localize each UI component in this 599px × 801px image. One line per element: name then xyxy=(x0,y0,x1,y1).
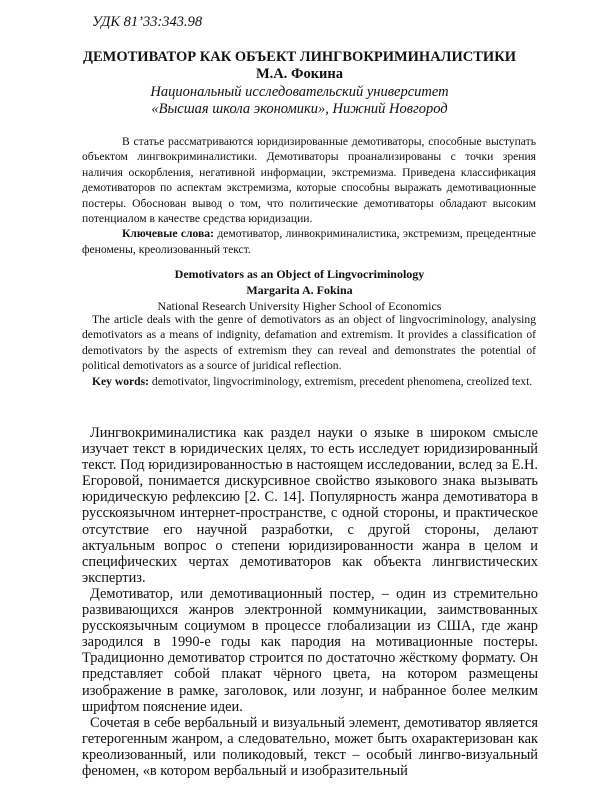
english-author: Margarita A. Fokina xyxy=(246,283,353,297)
english-affiliation: National Research University Higher School of Economics xyxy=(157,299,442,313)
body-paragraph: Демотиватор, или демотивационный постер, – один из стремительно развивающихся жанров электронной коммуникации, заимствованных русскоязычным социумом в процессе глобализации из США, где жанр зародился в 1990-е годы как пародия на мотивационные постеры. Традиционно демотиватор строится по достаточно жёсткому формату. Он представляет собой плакат чёрного цвета, на котором размещены изображение в рамке, заголовок, или лозунг, и набранное более мелким шрифтом пояснение идеи. xyxy=(82,585,538,715)
keywords-en-label: Key words: xyxy=(92,374,149,388)
body-paragraph: Сочетая в себе вербальный и визуальный элемент, демотиватор является гетерогенным жанром, а следовательно, может быть охарактеризован как креолизованный, или поликодовый, текст – особый лингво-визуальный феномен, «в котором вербальный и изобразительный xyxy=(82,714,538,779)
abstract-russian xyxy=(82,134,536,257)
affiliation-line-2: «Высшая школа экономики», Нижний Новгород xyxy=(151,101,448,117)
keywords-ru xyxy=(82,226,536,257)
abstract-ru-text: В статье рассматриваются юридизированные демотиваторы, способные выступать объектом лингвокриминалистики. Демотиваторы проанализированы с точки зрения наличия оскорбления, негативной информации, экстремизма. Приведена классификация демотиваторов по аспектам экстремизма, которые способны выражать демотивационные постеры. Обоснован вывод о том, что политические демотиваторы обладают высоким потенциалом в качестве средства юридизации. xyxy=(82,135,536,226)
keywords-en xyxy=(82,374,536,389)
body-paragraph: Лингвокриминалистика как раздел науки о языке в широком смысле изучает текст в юридических целях, то есть исследует юридизированный текст. Под юридизированностью в настоящем исследовании, вслед за Е.Н. Егоровой, понимается дискурсивное свойство языкового знака вызывать юридическую рефлексию [2. С. 14]. Популярность жанра демотиватора в русскоязычном интернет-пространстве, с одной стороны, и практическое отсутствие его научной разработки, с другой стороны, делают актуальным вопрос о степени юридизированности жанра в целом и специфических чертах демотиваторов как объекта лингвистических экспертиз. xyxy=(82,425,538,586)
abstract-english xyxy=(82,312,536,389)
article-body xyxy=(82,425,538,779)
affiliation-line-1: Национальный исследовательский университет xyxy=(150,84,449,100)
udk-code: УДК 81’33:343.98 xyxy=(92,14,203,30)
keywords-ru-list: демотиватор, линвокриминалистика, экстремизм, прецедентные феномены, креолизованный текст. xyxy=(82,227,536,256)
author-name: М.А. Фокина xyxy=(255,66,344,82)
keywords-en-list: demotivator, lingvocriminology, extremism, precedent phenomena, creolized text. xyxy=(149,374,533,388)
abstract-en-text: The article deals with the genre of demotivators as an object of lingvocriminology, analysing demotivators as a means of indignity, defamation and extremism. It provides a classification of demotivators by the aspects of extremism they can reveal and demonstrates the potential of political demotivators as a source of juridical reflection. xyxy=(82,313,536,373)
article-title: ДЕМОТИВАТОР КАК ОБЪЕКТ ЛИНГВОКРИМИНАЛИСТИКИ xyxy=(83,49,516,65)
english-title: Demotivators as an Object of Lingvocriminology xyxy=(174,267,425,281)
keywords-ru-label: Ключевые слова: xyxy=(122,227,214,241)
